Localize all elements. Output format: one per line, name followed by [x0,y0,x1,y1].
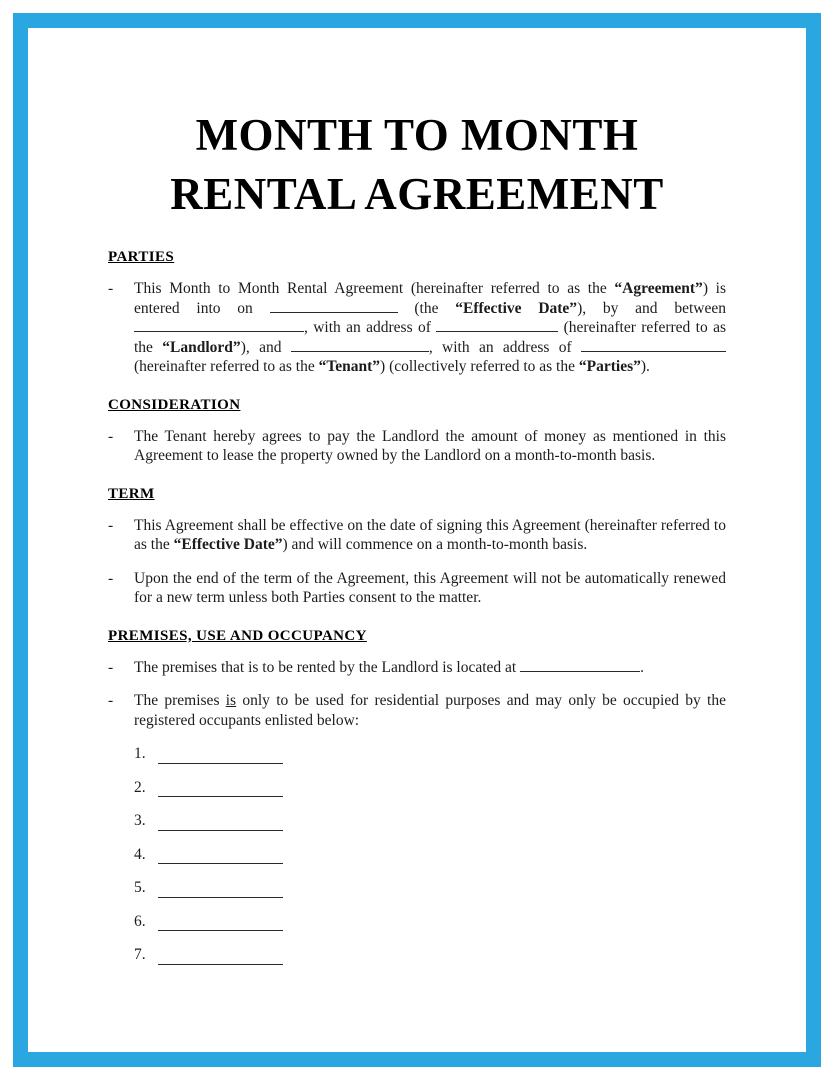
text-segment: This Agreement shall be effective on the date of signing this Agreement (hereinafter referred to as the [134,516,726,554]
text-segment: “Landlord” [162,338,241,356]
paragraph [134,658,726,678]
numbered-item [134,945,726,965]
text-segment: ). [640,358,650,376]
document-title-line1: MONTH TO MONTH [195,110,639,160]
document-title-line2: RENTAL AGREEMENT [170,168,664,219]
text-segment: The premises [134,692,226,710]
blank-line [291,338,429,352]
numbered-item [134,878,726,898]
text-segment: ) is entered into on [134,280,726,317]
list-item [108,516,726,555]
paragraph [134,279,726,377]
blank-line [158,884,283,898]
section-heading: PARTIES [108,249,175,265]
text-segment: . [640,658,644,676]
dash-marker: - [108,658,114,676]
blank-line [436,318,558,332]
text-segment: “Tenant” [318,358,381,376]
blank-line [158,783,283,797]
text-segment: ) (collectively referred to as the [380,358,579,376]
blank-line [158,951,283,965]
text-segment: “Parties” [578,358,641,376]
blank-line [158,850,283,864]
item-number: 1. [134,745,146,763]
paragraph [134,516,726,555]
dash-marker: - [108,516,114,534]
text-segment: ) and will commence on a month-to-month basis. [282,536,588,554]
text-segment: is [225,692,237,710]
numbered-item [134,744,726,764]
text-segment: Upon the end of the term of the Agreement, this Agreement will not be automatically renewed for a new term unless both Parties consent to the matter. [134,569,726,607]
dash-marker: - [108,692,114,710]
text-segment: “Effective Date” [455,299,578,317]
blank-line [158,750,283,764]
list-item [108,279,726,377]
paragraph [134,427,726,466]
numbered-item [134,811,726,831]
text-segment: The Tenant hereby agrees to pay the Landlord the amount of money as mentioned in this Agreement to lease the property owned by the Landlord on a month-to-month basis. [134,427,726,465]
page-blue-border [13,13,821,1067]
paragraph [134,691,726,730]
list-item [108,427,726,466]
item-number: 5. [134,879,146,897]
text-segment: “Effective Date” [173,536,283,554]
blank-line [158,817,283,831]
numbered-item [134,912,726,932]
text-segment: ), by and between [577,299,726,317]
dash-marker: - [108,569,114,587]
text-segment: This Month to Month Rental Agreement (hereinafter referred to as the [134,280,615,297]
document-title [108,106,726,223]
text-segment: (the [397,299,456,317]
item-number: 2. [134,778,146,796]
text-segment: (hereinafter referred to [558,319,714,337]
numbered-item [134,845,726,865]
section-heading: TERM [108,485,155,502]
dash-marker: - [108,280,114,297]
text-segment: only to be used for residential purposes and may only be occupied by the registered occupants enlisted below: [134,692,726,729]
text-segment: , with an address of [428,338,582,356]
item-number: 7. [134,946,146,964]
document-body [108,249,726,965]
section-heading: CONSIDERATION [108,396,241,413]
text-segment: (hereinafter referred to as the [134,358,319,376]
item-number: 4. [134,845,146,863]
text-segment: ), and [240,338,291,356]
text-segment: The premises that is to be rented by the Landlord is located at [134,658,521,676]
blank-line [134,318,304,332]
numbered-item [134,778,726,798]
blank-line [158,917,283,931]
list-item [108,658,726,678]
blank-line [581,338,726,352]
blank-line [270,299,398,313]
paragraph [134,569,726,608]
text-segment: , with an address of [304,319,437,337]
list-item [108,691,726,730]
item-number: 3. [134,812,146,830]
section-heading: PREMISES, USE AND OCCUPANCY [108,627,367,644]
item-number: 6. [134,912,146,930]
text-segment: as the [134,319,726,356]
dash-marker: - [108,427,114,445]
list-item [108,569,726,608]
text-segment: “Agreement” [614,280,703,297]
blank-line [520,658,640,672]
